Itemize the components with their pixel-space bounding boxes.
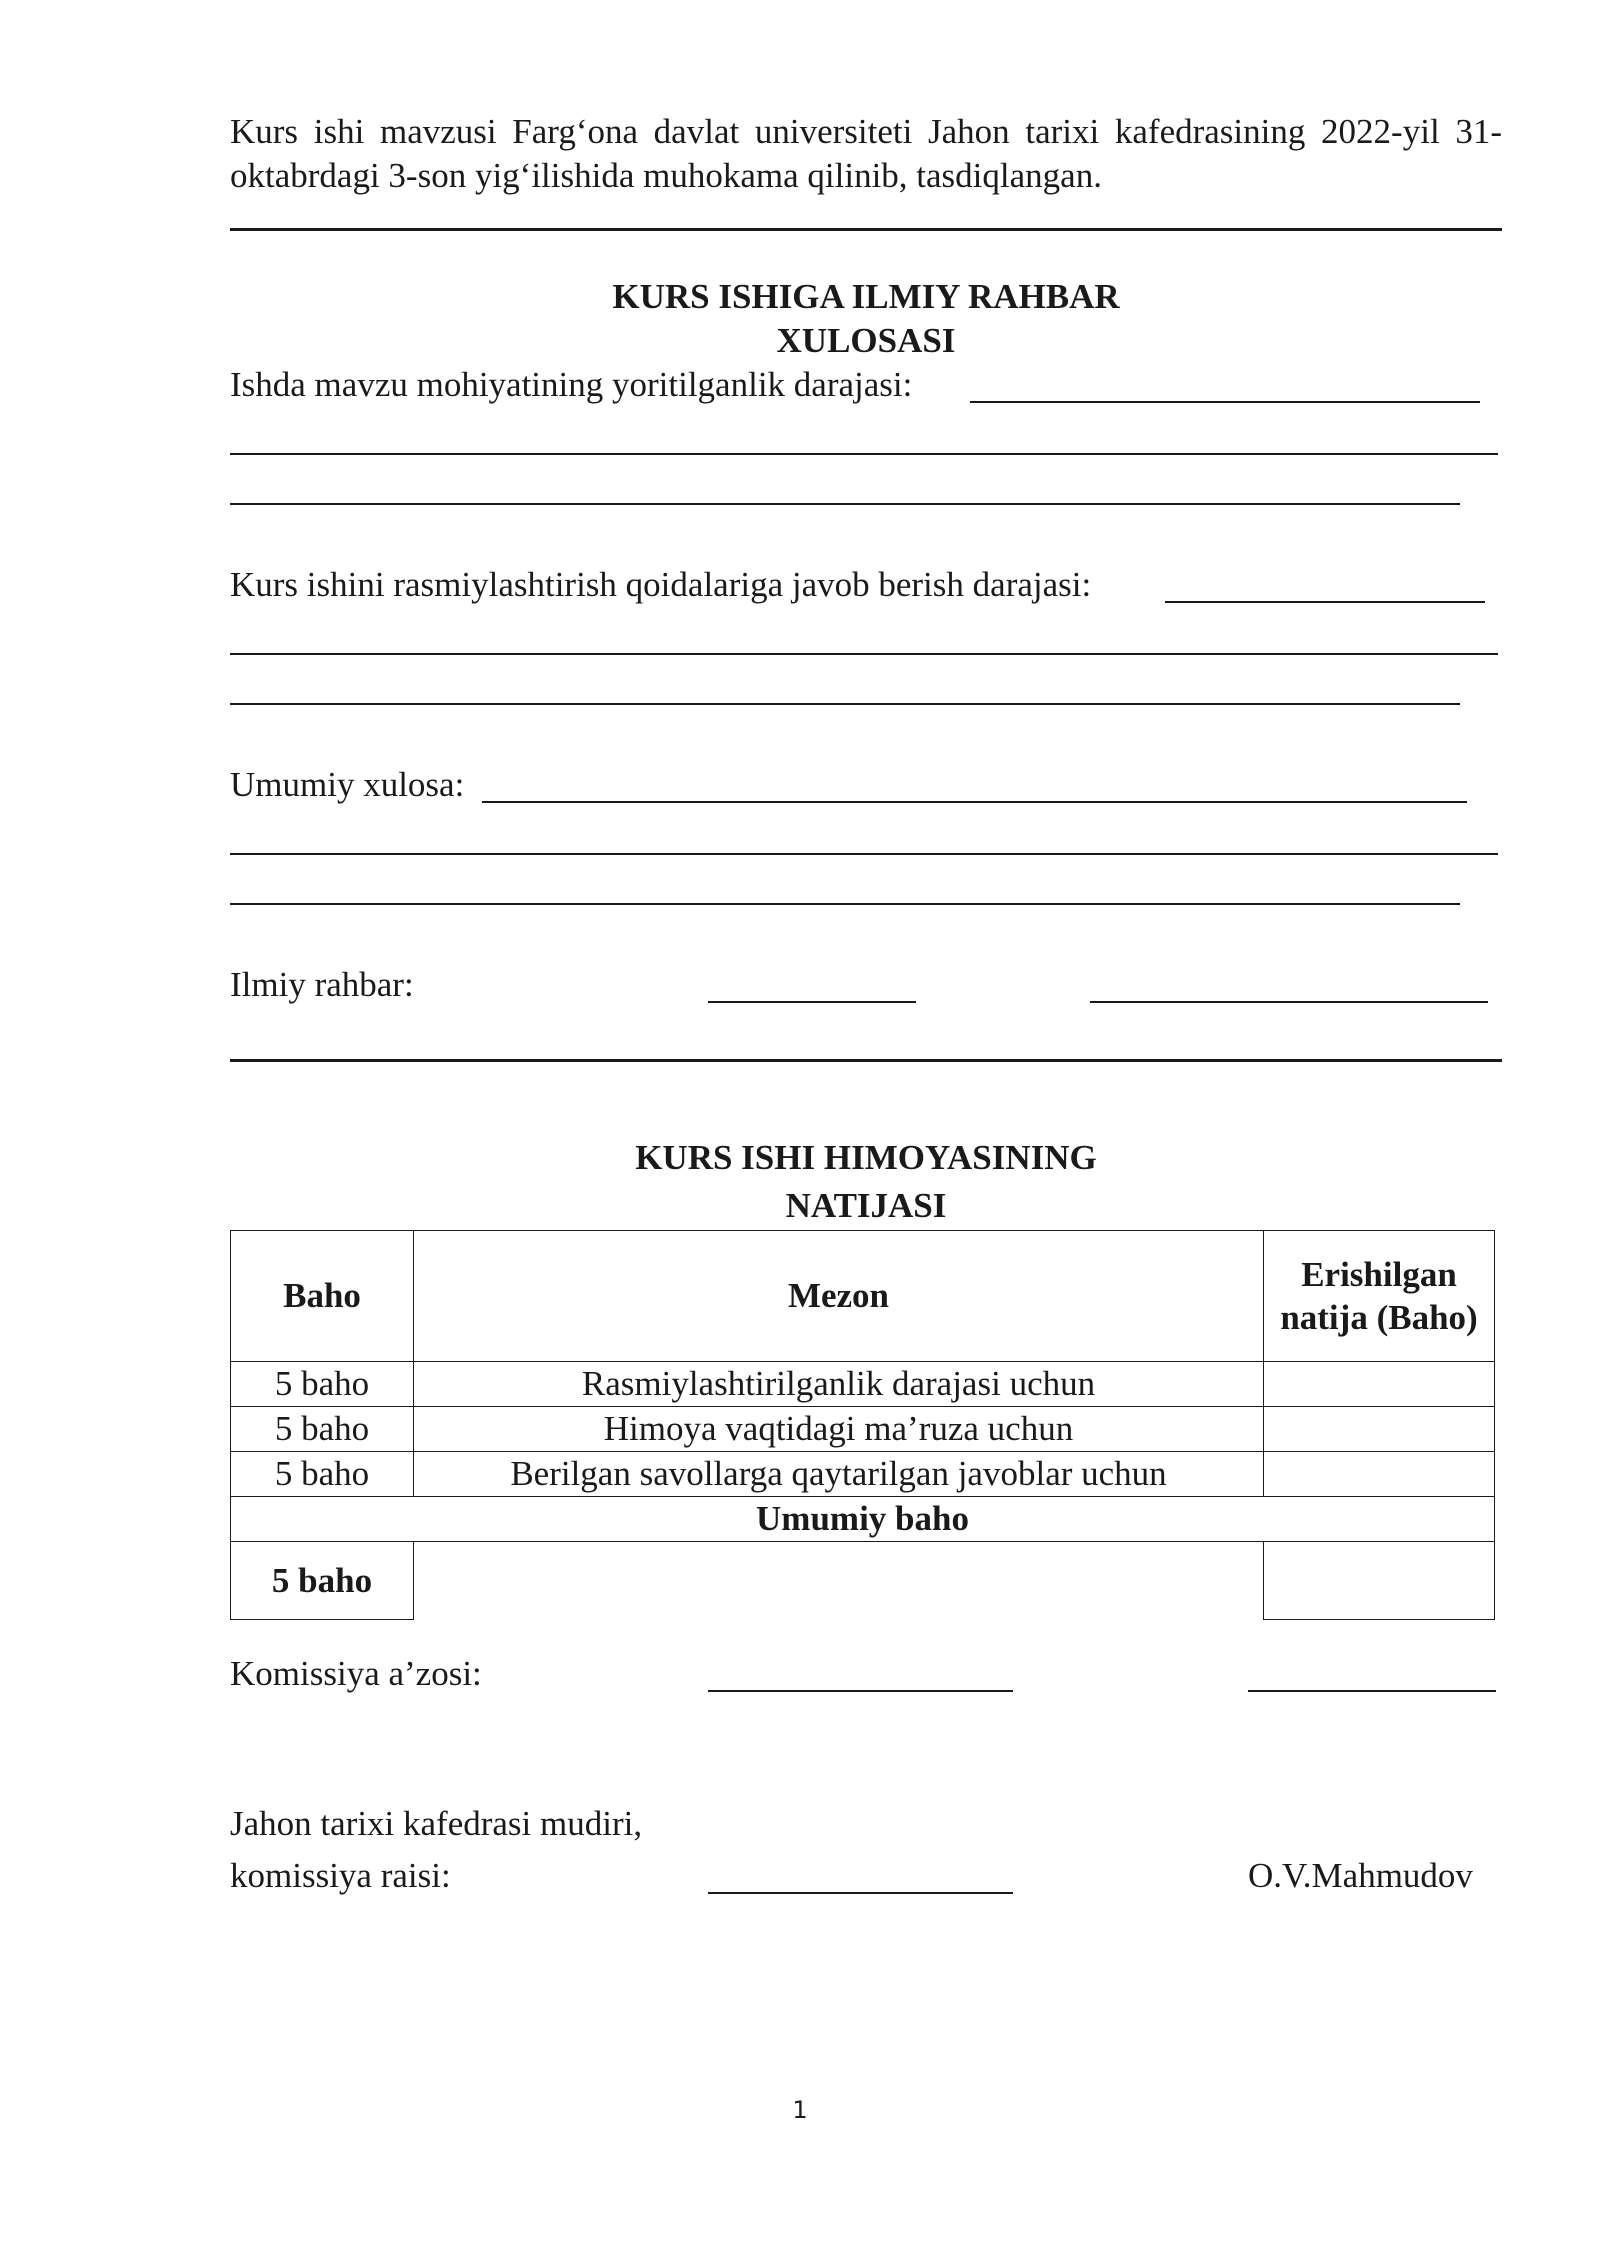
table-row [231, 1407, 1495, 1452]
page-number: 1 [792, 2096, 808, 2124]
general-conclusion-label: Umumiy xulosa: [230, 765, 465, 804]
commission-member-row [230, 1652, 1502, 1696]
row-grade: 5 baho [231, 1362, 414, 1407]
coverage-level-line-2[interactable] [230, 453, 1498, 455]
general-conclusion-line-2[interactable] [230, 853, 1498, 855]
supervisor-signature-row [230, 963, 1502, 1007]
supervisor-signature-blank[interactable] [708, 1001, 916, 1003]
supervisor-name-blank[interactable] [1090, 1001, 1488, 1003]
department-head-label: Jahon tarixi kafedrasi mudiri, [230, 1804, 643, 1843]
total-spacer [414, 1542, 1264, 1620]
row-grade: 5 baho [231, 1452, 414, 1497]
commission-member-signature-blank[interactable] [708, 1690, 1013, 1692]
formatting-compliance-line-2[interactable] [230, 653, 1498, 655]
formatting-compliance-line-3[interactable] [230, 703, 1460, 705]
formatting-compliance-field [230, 563, 1502, 709]
row-grade: 5 baho [231, 1407, 414, 1452]
coverage-level-label: Ishda mavzu mohiyatining yoritilganlik darajasi: [230, 365, 913, 404]
defense-results-table [230, 1230, 1495, 1620]
total-header-row [231, 1497, 1495, 1542]
commission-chair-row [230, 1802, 1502, 1898]
row-criterion: Himoya vaqtidagi ma’ruza uchun [414, 1407, 1264, 1452]
coverage-level-blank[interactable] [970, 401, 1480, 403]
commission-chair-label: komissiya raisi: [230, 1856, 451, 1895]
row-criterion: Berilgan savollarga qaytarilgan javoblar uchun [414, 1452, 1264, 1497]
document-page [230, 110, 1502, 1898]
table-header-row [231, 1231, 1495, 1362]
commission-member-label: Komissiya a’zosi: [230, 1654, 482, 1693]
total-row [231, 1542, 1495, 1620]
header-criterion: Mezon [414, 1231, 1264, 1362]
supervisor-conclusion-title: KURS ISHIGA ILMIY RAHBAR [612, 277, 1120, 316]
formatting-compliance-blank[interactable] [1165, 601, 1485, 603]
approval-statement: Kurs ishi mavzusi Farg‘ona davlat universiteti Jahon tarixi kafedrasining 2022-yil 31-oktabrdagi 3-son yig‘ilishida muhokama qilinib, tasdiqlangan. [230, 112, 1502, 195]
supervisor-conclusion-subtitle: XULOSASI [776, 321, 956, 360]
formatting-compliance-label: Kurs ishini rasmiylashtirish qoidalariga javob berish darajasi: [230, 565, 1092, 604]
total-label: Umumiy baho [231, 1497, 1495, 1542]
row-criterion: Rasmiylashtirilganlik darajasi uchun [414, 1362, 1264, 1407]
defense-results-subtitle: NATIJASI [785, 1186, 947, 1225]
supervisor-label: Ilmiy rahbar: [230, 965, 414, 1004]
table-row [231, 1452, 1495, 1497]
row-result-cell[interactable] [1264, 1362, 1495, 1407]
total-grade: 5 baho [231, 1542, 414, 1620]
row-result-cell[interactable] [1264, 1452, 1495, 1497]
header-achieved-result: Erishilgan natija (Baho) [1264, 1231, 1495, 1362]
coverage-level-line-3[interactable] [230, 503, 1460, 505]
general-conclusion-blank[interactable] [482, 801, 1467, 803]
commission-member-name-blank[interactable] [1248, 1690, 1496, 1692]
general-conclusion-field [230, 763, 1502, 909]
table-row [231, 1362, 1495, 1407]
coverage-level-field [230, 363, 1502, 509]
general-conclusion-line-3[interactable] [230, 903, 1460, 905]
header-grade: Baho [231, 1231, 414, 1362]
commission-chair-signature-blank[interactable] [708, 1892, 1013, 1894]
row-result-cell[interactable] [1264, 1407, 1495, 1452]
commission-chair-name: O.V.Mahmudov [1248, 1856, 1473, 1895]
total-result-cell[interactable] [1264, 1542, 1495, 1620]
defense-results-title: KURS ISHI HIMOYASINING [635, 1138, 1097, 1177]
